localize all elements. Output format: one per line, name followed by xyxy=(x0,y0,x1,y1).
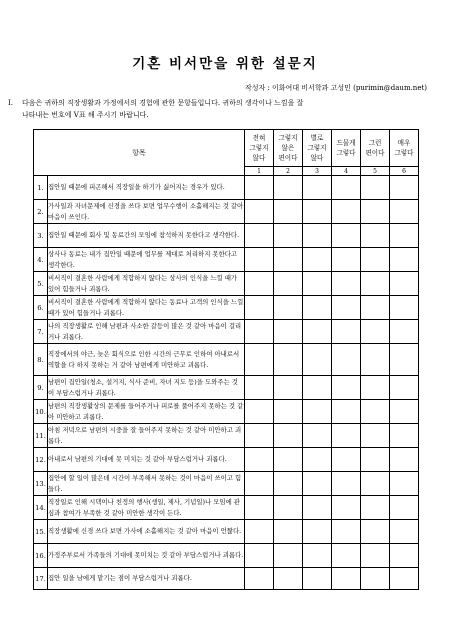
answer-cell[interactable] xyxy=(303,544,332,568)
item-header: 항목 xyxy=(34,130,245,176)
answer-cell[interactable] xyxy=(245,544,274,568)
answer-cell[interactable] xyxy=(332,400,361,424)
answer-cell[interactable] xyxy=(361,200,390,224)
answer-cell[interactable] xyxy=(245,400,274,424)
answer-cell[interactable] xyxy=(332,200,361,224)
question-text: 상사나 동료는 내가 집안일 때문에 업무를 제대로 처리하지 못한다고 생각한다. xyxy=(48,248,245,272)
answer-cell[interactable] xyxy=(245,320,274,344)
option-header: 매우 그렇다 xyxy=(390,130,419,167)
answer-cell[interactable] xyxy=(390,320,419,344)
survey-table xyxy=(33,129,419,590)
answer-cell[interactable] xyxy=(303,176,332,200)
instruction-line-1: 다음은 귀하의 직장생활과 가정에서의 경험에 관한 문항들입니다. 귀하의 생각이나 느낌을 잘 xyxy=(22,99,304,107)
question-text: 아침 저녁으로 남편의 시중을 잘 들어주지 못하는 것 같아 미안하고 괴롭다. xyxy=(48,424,245,448)
question-text: 비서직이 결혼한 사람에게 적합하지 않다는 동료나 고객의 인식을 느낄 때가 있어 힘들거나 괴롭다. xyxy=(48,296,245,320)
question-row xyxy=(34,496,419,520)
question-number: 6. xyxy=(34,296,48,320)
answer-cell[interactable] xyxy=(245,200,274,224)
page-title: 기혼 비서만을 위한 설문지 xyxy=(132,56,318,72)
question-row xyxy=(34,248,419,272)
answer-cell[interactable] xyxy=(390,248,419,272)
answer-cell[interactable] xyxy=(245,296,274,320)
answer-cell[interactable] xyxy=(274,272,303,296)
answer-cell[interactable] xyxy=(332,272,361,296)
answer-cell[interactable] xyxy=(303,496,332,520)
question-row xyxy=(34,400,419,424)
answer-cell[interactable] xyxy=(274,424,303,448)
answer-cell[interactable] xyxy=(274,176,303,200)
answer-cell[interactable] xyxy=(332,568,361,590)
answer-cell[interactable] xyxy=(390,424,419,448)
answer-cell[interactable] xyxy=(303,376,332,400)
answer-cell[interactable] xyxy=(274,376,303,400)
answer-cell[interactable] xyxy=(303,472,332,496)
answer-cell[interactable] xyxy=(390,176,419,200)
question-text: 집안에 할 일이 많은데 시간이 부족해서 못하는 것이 마음이 쓰이고 힘들다. xyxy=(48,472,245,496)
question-text: 비서직이 결혼한 사람에게 적합하지 않다는 상사의 인식을 느낄 때가 있어 힘들거나 괴롭다. xyxy=(48,272,245,296)
question-number: 8. xyxy=(34,344,48,376)
answer-cell[interactable] xyxy=(361,472,390,496)
answer-cell[interactable] xyxy=(274,200,303,224)
answer-cell[interactable] xyxy=(274,248,303,272)
answer-cell[interactable] xyxy=(361,424,390,448)
answer-cell[interactable] xyxy=(274,472,303,496)
answer-cell[interactable] xyxy=(245,472,274,496)
question-text: 집안일 때문에 회사 및 동료간의 모임에 참석하지 못한다고 생각한다. xyxy=(48,224,245,248)
answer-cell[interactable] xyxy=(274,568,303,590)
question-number: 3. xyxy=(34,224,48,248)
answer-cell[interactable] xyxy=(332,248,361,272)
question-row xyxy=(34,296,419,320)
answer-cell[interactable] xyxy=(274,320,303,344)
answer-cell[interactable] xyxy=(390,520,419,544)
answer-cell[interactable] xyxy=(245,520,274,544)
question-text: 남편이 집안일(청소, 설거지, 식사 준비, 자녀 지도 등)을 도와주는 것이 부담스럽거나 괴롭다. xyxy=(48,376,245,400)
question-text: 집안 일을 남에게 맡기는 점이 부담스럽거나 괴롭다. xyxy=(48,568,245,590)
option-number: 1 xyxy=(245,167,274,176)
answer-cell[interactable] xyxy=(245,376,274,400)
answer-cell[interactable] xyxy=(390,544,419,568)
answer-cell[interactable] xyxy=(245,272,274,296)
answer-cell[interactable] xyxy=(332,176,361,200)
option-header: 그렇지 않은 편이다 xyxy=(274,130,303,167)
option-number: 2 xyxy=(274,167,303,176)
answer-cell[interactable] xyxy=(303,296,332,320)
answer-cell[interactable] xyxy=(361,296,390,320)
answer-cell[interactable] xyxy=(303,568,332,590)
question-text: 직장생활에 신경 쓰다 보면 가사에 소홀해지는 것 같아 마음이 언짢다. xyxy=(48,520,245,544)
answer-cell[interactable] xyxy=(303,320,332,344)
question-row xyxy=(34,224,419,248)
question-number: 4. xyxy=(34,248,48,272)
answer-cell[interactable] xyxy=(245,496,274,520)
answer-cell[interactable] xyxy=(332,320,361,344)
option-number: 4 xyxy=(332,167,361,176)
answer-cell[interactable] xyxy=(361,544,390,568)
question-text: 가정주부로서 가족들의 기대에 못미치는 것 같아 부담스럽거나 괴롭다. xyxy=(48,544,245,568)
answer-cell[interactable] xyxy=(303,248,332,272)
answer-cell[interactable] xyxy=(390,496,419,520)
answer-cell[interactable] xyxy=(245,344,274,376)
question-row xyxy=(34,520,419,544)
answer-cell[interactable] xyxy=(303,448,332,472)
question-row xyxy=(34,200,419,224)
answer-cell[interactable] xyxy=(245,448,274,472)
instruction-line-2: 나타내는 번호에 V표 해 주시기 바랍니다. xyxy=(22,111,149,119)
option-number: 3 xyxy=(303,167,332,176)
answer-cell[interactable] xyxy=(390,400,419,424)
answer-cell[interactable] xyxy=(361,400,390,424)
question-text: 가사일과 자녀문제에 신경을 쓰다 보면 업무수행이 소홀해지는 것 같아 마음이 쓰인다. xyxy=(48,200,245,224)
answer-cell[interactable] xyxy=(303,200,332,224)
answer-cell[interactable] xyxy=(332,224,361,248)
answer-cell[interactable] xyxy=(361,376,390,400)
question-text: 집안일 때문에 피곤해서 직장일을 하기가 싫어지는 경우가 있다. xyxy=(48,176,245,200)
option-header: 별로 그렇지 않다 xyxy=(303,130,332,167)
answer-cell[interactable] xyxy=(361,320,390,344)
question-row xyxy=(34,272,419,296)
answer-cell[interactable] xyxy=(303,400,332,424)
answer-cell[interactable] xyxy=(361,520,390,544)
answer-cell[interactable] xyxy=(303,224,332,248)
answer-cell[interactable] xyxy=(245,176,274,200)
question-text: 직장일로 인해 시댁이나 친정의 행사(생일, 제사, 기념일)나 모임에 관심과 참여가 부족한 것 같아 미안한 생각이 든다. xyxy=(48,496,245,520)
option-number: 5 xyxy=(361,167,390,176)
answer-cell[interactable] xyxy=(274,448,303,472)
answer-cell[interactable] xyxy=(332,544,361,568)
question-number: 13. xyxy=(34,472,48,496)
answer-cell[interactable] xyxy=(245,424,274,448)
option-header: 드물게 그렇다 xyxy=(332,130,361,167)
answer-cell[interactable] xyxy=(390,200,419,224)
answer-cell[interactable] xyxy=(332,424,361,448)
question-number: 11. xyxy=(34,424,48,448)
answer-cell[interactable] xyxy=(274,496,303,520)
answer-cell[interactable] xyxy=(361,448,390,472)
header-row xyxy=(34,130,419,167)
answer-cell[interactable] xyxy=(332,448,361,472)
answer-cell[interactable] xyxy=(332,496,361,520)
section-number: I. xyxy=(8,99,13,107)
option-header: 전혀 그렇지 않다 xyxy=(245,130,274,167)
answer-cell[interactable] xyxy=(274,400,303,424)
answer-cell[interactable] xyxy=(303,424,332,448)
question-number: 15. xyxy=(34,520,48,544)
answer-cell[interactable] xyxy=(361,272,390,296)
question-number: 16. xyxy=(34,544,48,568)
question-number: 2. xyxy=(34,200,48,224)
question-row xyxy=(34,344,419,376)
question-row xyxy=(34,448,419,472)
question-text: 나의 직장생활로 인해 남편과 사소한 갈등이 많은 것 같아 마음이 걸리거나 괴롭다. xyxy=(48,320,245,344)
answer-cell[interactable] xyxy=(245,568,274,590)
answer-cell[interactable] xyxy=(390,472,419,496)
question-row xyxy=(34,376,419,400)
question-row xyxy=(34,424,419,448)
question-text: 직장에서의 야근, 늦은 회식으로 인한 시간의 근무로 인하여 아내로서 역할을 다 하지 못하는 거 같아 남편에게 미안하고 괴롭다. xyxy=(48,344,245,376)
question-number: 9. xyxy=(34,376,48,400)
answer-cell[interactable] xyxy=(274,544,303,568)
answer-cell[interactable] xyxy=(332,472,361,496)
answer-cell[interactable] xyxy=(390,376,419,400)
answer-cell[interactable] xyxy=(390,272,419,296)
answer-cell[interactable] xyxy=(361,496,390,520)
question-row xyxy=(34,320,419,344)
question-number: 17. xyxy=(34,568,48,590)
question-text: 남편의 직장생활상의 문제를 들어주거나 피로를 풀어주지 못하는 것 같아 미안하고 괴롭다. xyxy=(48,400,245,424)
question-text: 아내로서 남편의 기대에 못 미치는 것 같아 부담스럽거나 괴롭다. xyxy=(48,448,245,472)
question-number: 12. xyxy=(34,448,48,472)
question-row xyxy=(34,544,419,568)
answer-cell[interactable] xyxy=(245,224,274,248)
answer-cell[interactable] xyxy=(361,248,390,272)
question-number: 7. xyxy=(34,320,48,344)
question-number: 5. xyxy=(34,272,48,296)
answer-cell[interactable] xyxy=(274,296,303,320)
question-row xyxy=(34,176,419,200)
answer-cell[interactable] xyxy=(390,448,419,472)
answer-cell[interactable] xyxy=(361,224,390,248)
answer-cell[interactable] xyxy=(361,176,390,200)
answer-cell[interactable] xyxy=(332,344,361,376)
answer-cell[interactable] xyxy=(390,568,419,590)
answer-cell[interactable] xyxy=(274,224,303,248)
answer-cell[interactable] xyxy=(361,344,390,376)
option-number: 6 xyxy=(390,167,419,176)
answer-cell[interactable] xyxy=(390,344,419,376)
answer-cell[interactable] xyxy=(361,568,390,590)
answer-cell[interactable] xyxy=(303,520,332,544)
author-line: 작성자 : 이화여대 비서학과 고성민 (purimin@daum.net) xyxy=(244,84,427,92)
answer-cell[interactable] xyxy=(274,344,303,376)
answer-cell[interactable] xyxy=(332,376,361,400)
option-header: 그런 편이다 xyxy=(361,130,390,167)
answer-cell[interactable] xyxy=(332,296,361,320)
question-number: 10. xyxy=(34,400,48,424)
instruction-text xyxy=(8,97,432,121)
question-number: 14. xyxy=(34,496,48,520)
answer-cell[interactable] xyxy=(332,520,361,544)
answer-cell[interactable] xyxy=(390,224,419,248)
question-number: 1. xyxy=(34,176,48,200)
answer-cell[interactable] xyxy=(390,296,419,320)
answer-cell[interactable] xyxy=(245,248,274,272)
answer-cell[interactable] xyxy=(303,344,332,376)
question-row xyxy=(34,568,419,590)
question-row xyxy=(34,472,419,496)
answer-cell[interactable] xyxy=(274,520,303,544)
answer-cell[interactable] xyxy=(303,272,332,296)
